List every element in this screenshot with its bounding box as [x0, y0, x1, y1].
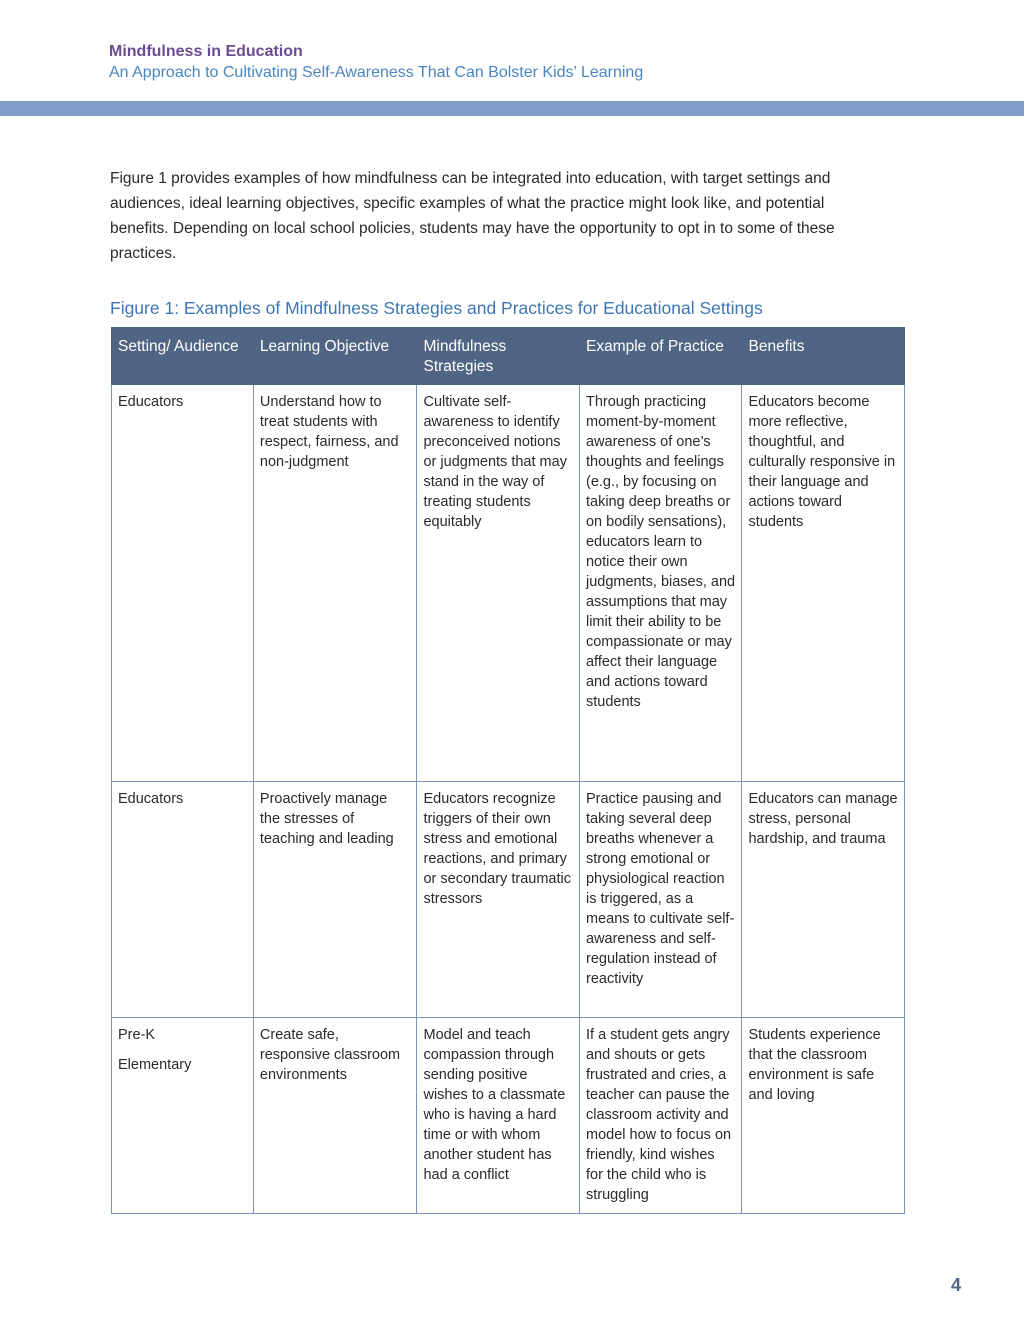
cell-setting	[112, 782, 254, 1018]
setting-label: Educators	[118, 791, 184, 807]
column-header-benefits: Benefits	[742, 328, 905, 385]
intro-paragraph: Figure 1 provides examples of how mindfulness can be integrated into education, with target settings and audiences, ideal learning objectives, specific examples of what the practice might look like, and potential benefits. Depending on local school policies, students may have the opportunity to opt in to some of these practices.	[110, 170, 835, 262]
running-header	[109, 41, 643, 84]
header-divider-bar	[0, 101, 1024, 116]
document-subtitle: An Approach to Cultivating Self-Awareness That Can Bolster Kids’ Learning	[109, 64, 644, 81]
column-header-example: Example of Practice	[579, 328, 742, 385]
table-row	[112, 782, 905, 1018]
setting-label: Pre-K	[118, 1027, 156, 1043]
cell-example: Through practicing moment-by-moment awareness of one’s thoughts and feelings (e.g., by focusing on taking deep breaths or on bodily sensations), educators learn to notice their own judgments, biases, and assumptions that may limit their ability to be compassionate or may affect their language and actions toward students	[579, 385, 742, 782]
cell-setting	[112, 1018, 254, 1214]
strategies-table	[111, 327, 905, 1214]
cell-setting	[112, 385, 254, 782]
cell-benefits: Educators become more reflective, thoughtful, and culturally responsive in their language and actions toward students	[742, 385, 905, 782]
setting-label: Elementary	[118, 1057, 192, 1073]
cell-example: If a student gets angry and shouts or gets frustrated and cries, a teacher can pause the classroom activity and model how to focus on friendly, kind wishes for the child who is struggling	[579, 1018, 742, 1214]
cell-benefits: Educators can manage stress, personal hardship, and trauma	[742, 782, 905, 1018]
column-header-objective: Learning Objective	[253, 328, 417, 385]
cell-benefits: Students experience that the classroom environment is safe and loving	[742, 1018, 905, 1214]
setting-label: Educators	[118, 394, 184, 410]
cell-example: Practice pausing and taking several deep breaths whenever a strong emotional or physiological reaction is triggered, as a means to cultivate self-awareness and self-regulation instead of reactivity	[579, 782, 742, 1018]
cell-objective: Proactively manage the stresses of teaching and leading	[253, 782, 417, 1018]
cell-objective: Create safe, responsive classroom environments	[253, 1018, 417, 1214]
document-title: Mindfulness in Education	[109, 43, 303, 60]
cell-strategies: Cultivate self-awareness to identify preconceived notions or judgments that may stand in the way of treating students equitably	[417, 385, 580, 782]
column-header-setting: Setting/ Audience	[112, 328, 254, 385]
table-header-row	[112, 328, 905, 385]
column-header-strategies: Mindfulness Strategies	[417, 328, 580, 385]
cell-objective: Understand how to treat students with respect, fairness, and non-judgment	[253, 385, 417, 782]
cell-strategies: Model and teach compassion through sending positive wishes to a classmate who is having a hard time or with whom another student has had a conflict	[417, 1018, 580, 1214]
page-number: 4	[951, 1275, 962, 1295]
figure-title: Figure 1: Examples of Mindfulness Strategies and Practices for Educational Settings	[110, 298, 763, 318]
table-row	[112, 385, 905, 782]
cell-strategies: Educators recognize triggers of their own stress and emotional reactions, and primary or secondary traumatic stressors	[417, 782, 580, 1018]
table-row	[112, 1018, 905, 1214]
